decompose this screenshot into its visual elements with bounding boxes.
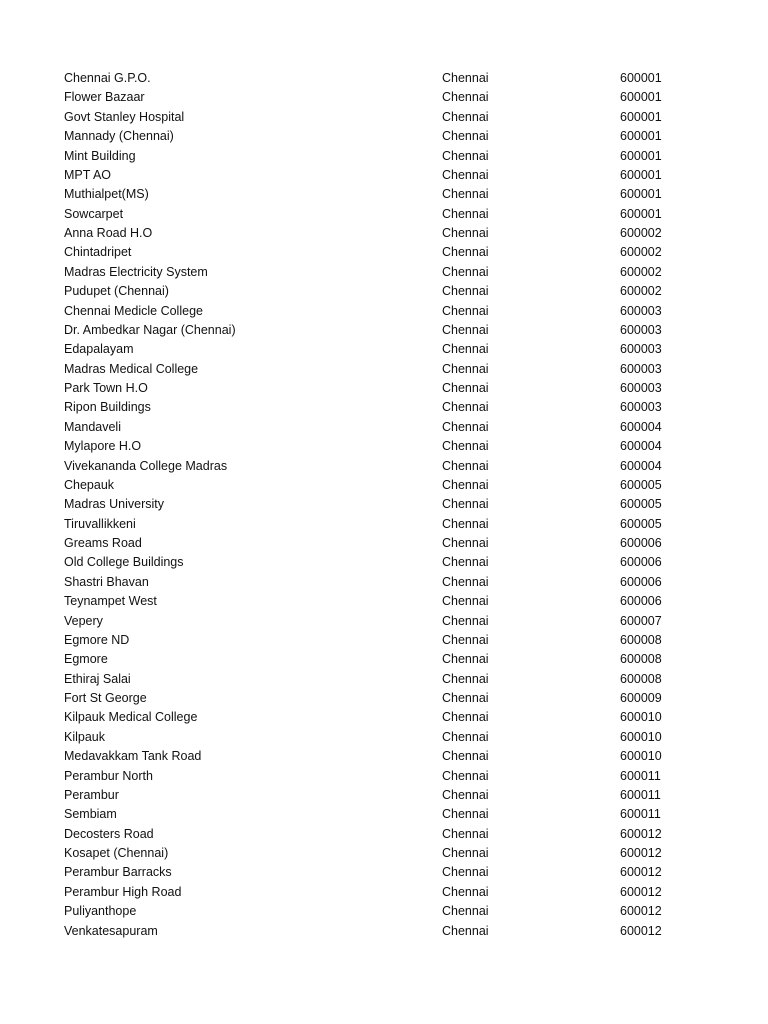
list-row xyxy=(0,340,768,359)
list-row xyxy=(0,108,768,127)
pin-code: 600007 xyxy=(620,613,662,628)
office-name: Mandaveli xyxy=(64,419,121,434)
office-name: Perambur Barracks xyxy=(64,865,172,880)
list-row xyxy=(0,786,768,805)
office-name: Anna Road H.O xyxy=(64,226,153,240)
list-row xyxy=(0,534,768,553)
pin-code: 600012 xyxy=(620,826,662,841)
city-name: Chennai xyxy=(442,536,489,550)
city-name: Chennai xyxy=(442,904,489,919)
pin-code: 600002 xyxy=(620,245,662,260)
list-row xyxy=(0,863,768,882)
office-name: Tiruvallikkeni xyxy=(64,516,136,531)
pin-code: 600006 xyxy=(620,555,662,570)
office-name: MPT AO xyxy=(64,167,112,182)
list-row xyxy=(0,592,768,611)
office-name: Fort St George xyxy=(64,691,147,705)
pin-code: 600001 xyxy=(620,109,662,124)
pin-code: 600001 xyxy=(620,206,662,221)
list-row xyxy=(0,728,768,747)
pin-code: 600003 xyxy=(620,381,662,395)
pin-code: 600001 xyxy=(620,71,662,85)
city-name: Chennai xyxy=(442,691,489,705)
office-name: Kilpauk Medical College xyxy=(64,710,198,725)
list-row xyxy=(0,282,768,301)
list-row xyxy=(0,631,768,650)
city-name: Chennai xyxy=(442,322,489,337)
pin-code: 600001 xyxy=(620,90,662,105)
city-name: Chennai xyxy=(442,846,489,860)
list-row xyxy=(0,360,768,379)
office-name: Sowcarpet xyxy=(64,206,124,221)
city-name: Chennai xyxy=(442,129,489,144)
office-name: Medavakkam Tank Road xyxy=(64,749,202,764)
city-name: Chennai xyxy=(442,632,489,647)
pin-code: 600005 xyxy=(620,477,662,492)
city-name: Chennai xyxy=(442,284,489,299)
city-name: Chennai xyxy=(442,206,489,221)
pin-code: 600006 xyxy=(620,594,662,609)
city-name: Chennai xyxy=(442,613,489,628)
city-name: Chennai xyxy=(442,381,489,395)
city-name: Chennai xyxy=(442,264,489,279)
office-name: Egmore xyxy=(64,652,108,667)
list-row xyxy=(0,166,768,185)
city-name: Chennai xyxy=(442,865,489,880)
list-row xyxy=(0,185,768,204)
office-name: Teynampet West xyxy=(64,594,157,609)
pin-code: 600012 xyxy=(620,846,662,860)
city-name: Chennai xyxy=(442,226,489,240)
list-row xyxy=(0,767,768,786)
office-name: Vivekananda College Madras xyxy=(64,458,228,473)
pin-code: 600010 xyxy=(620,710,662,725)
city-name: Chennai xyxy=(442,477,489,492)
city-name: Chennai xyxy=(442,303,489,318)
pin-code: 600010 xyxy=(620,729,662,744)
office-name: Madras University xyxy=(64,497,165,512)
office-name: Old College Buildings xyxy=(64,555,184,570)
pin-code: 600012 xyxy=(620,923,662,938)
city-name: Chennai xyxy=(442,109,489,124)
pin-code: 600008 xyxy=(620,652,662,667)
pin-code: 600004 xyxy=(620,439,662,454)
office-name: Greams Road xyxy=(64,536,142,550)
office-name: Kilpauk xyxy=(64,729,105,744)
pin-code: 600012 xyxy=(620,904,662,919)
list-row xyxy=(0,689,768,708)
pin-code: 600002 xyxy=(620,264,662,279)
city-name: Chennai xyxy=(442,555,489,570)
office-name: Venkatesapuram xyxy=(64,923,158,938)
pin-code: 600005 xyxy=(620,516,662,531)
pin-code: 600008 xyxy=(620,632,662,647)
list-row xyxy=(0,243,768,262)
office-name: Egmore ND xyxy=(64,632,130,647)
pin-code: 600001 xyxy=(620,148,662,163)
pin-code: 600011 xyxy=(620,787,661,802)
city-name: Chennai xyxy=(442,458,489,473)
office-name: Madras Medical College xyxy=(64,361,199,376)
city-name: Chennai xyxy=(442,361,489,376)
city-name: Chennai xyxy=(442,439,489,454)
pin-code: 600004 xyxy=(620,458,662,473)
office-name: Govt Stanley Hospital xyxy=(64,109,185,124)
list-row xyxy=(0,805,768,824)
list-row xyxy=(0,127,768,146)
office-name: Ethiraj Salai xyxy=(64,671,131,686)
list-row xyxy=(0,883,768,902)
city-name: Chennai xyxy=(442,516,489,531)
pin-code: 600004 xyxy=(620,419,662,434)
list-row xyxy=(0,321,768,340)
office-name: Kosapet (Chennai) xyxy=(64,846,169,860)
city-name: Chennai xyxy=(442,71,489,85)
city-name: Chennai xyxy=(442,167,489,182)
office-name: Shastri Bhavan xyxy=(64,574,149,589)
city-name: Chennai xyxy=(442,807,489,822)
pin-code: 600002 xyxy=(620,284,662,299)
list-row xyxy=(0,302,768,321)
list-row xyxy=(0,457,768,476)
list-row xyxy=(0,263,768,282)
city-name: Chennai xyxy=(442,342,489,357)
office-name: Chintadripet xyxy=(64,245,132,260)
list-row xyxy=(0,922,768,941)
city-name: Chennai xyxy=(442,729,489,744)
office-name: Sembiam xyxy=(64,807,117,822)
office-name: Mylapore H.O xyxy=(64,439,142,454)
city-name: Chennai xyxy=(442,826,489,841)
list-row xyxy=(0,708,768,727)
office-name: Chennai G.P.O. xyxy=(64,71,151,85)
city-name: Chennai xyxy=(442,574,489,589)
city-name: Chennai xyxy=(442,594,489,609)
office-name: Madras Electricity System xyxy=(64,264,208,279)
pin-code: 600008 xyxy=(620,671,662,686)
pin-code: 600011 xyxy=(620,768,661,783)
office-name: Chepauk xyxy=(64,477,115,492)
pin-code: 600003 xyxy=(620,303,662,318)
city-name: Chennai xyxy=(442,497,489,512)
pin-code: 600001 xyxy=(620,129,662,144)
office-name: Edapalayam xyxy=(64,342,134,357)
city-name: Chennai xyxy=(442,671,489,686)
city-name: Chennai xyxy=(442,419,489,434)
list-row xyxy=(0,553,768,572)
post-office-list xyxy=(0,69,768,941)
office-name: Mint Building xyxy=(64,148,136,163)
list-row xyxy=(0,495,768,514)
list-row xyxy=(0,205,768,224)
list-row xyxy=(0,650,768,669)
pin-code: 600012 xyxy=(620,884,662,899)
pin-code: 600006 xyxy=(620,536,662,550)
list-row xyxy=(0,476,768,495)
office-name: Muthialpet(MS) xyxy=(64,187,149,202)
list-row xyxy=(0,69,768,88)
office-name: Decosters Road xyxy=(64,826,154,841)
list-row xyxy=(0,88,768,107)
office-name: Park Town H.O xyxy=(64,381,148,395)
list-row xyxy=(0,418,768,437)
office-name: Puliyanthope xyxy=(64,904,137,919)
list-row xyxy=(0,902,768,921)
city-name: Chennai xyxy=(442,923,489,938)
pin-code: 600003 xyxy=(620,322,662,337)
pin-code: 600003 xyxy=(620,400,662,415)
pin-code: 600001 xyxy=(620,167,662,182)
city-name: Chennai xyxy=(442,768,489,783)
list-row xyxy=(0,515,768,534)
city-name: Chennai xyxy=(442,187,489,202)
city-name: Chennai xyxy=(442,245,489,260)
list-row xyxy=(0,612,768,631)
list-row xyxy=(0,844,768,863)
office-name: Ripon Buildings xyxy=(64,400,151,415)
list-row xyxy=(0,670,768,689)
list-row xyxy=(0,747,768,766)
city-name: Chennai xyxy=(442,148,489,163)
pin-code: 600006 xyxy=(620,574,662,589)
list-row xyxy=(0,573,768,592)
pin-code: 600011 xyxy=(620,807,661,822)
pin-code: 600009 xyxy=(620,691,662,705)
list-row xyxy=(0,379,768,398)
pin-code: 600010 xyxy=(620,749,662,764)
city-name: Chennai xyxy=(442,749,489,764)
office-name: Pudupet (Chennai) xyxy=(64,284,169,299)
pin-code: 600001 xyxy=(620,187,662,202)
office-name: Vepery xyxy=(64,613,103,628)
office-name: Chennai Medicle College xyxy=(64,303,203,318)
pin-code: 600003 xyxy=(620,342,662,357)
list-row xyxy=(0,224,768,243)
list-row xyxy=(0,825,768,844)
list-row xyxy=(0,147,768,166)
city-name: Chennai xyxy=(442,400,489,415)
office-name: Perambur High Road xyxy=(64,884,182,899)
pin-code: 600002 xyxy=(620,226,662,240)
office-name: Perambur North xyxy=(64,768,153,783)
office-name: Dr. Ambedkar Nagar (Chennai) xyxy=(64,322,236,337)
pin-code: 600003 xyxy=(620,361,662,376)
city-name: Chennai xyxy=(442,710,489,725)
city-name: Chennai xyxy=(442,787,489,802)
city-name: Chennai xyxy=(442,90,489,105)
city-name: Chennai xyxy=(442,652,489,667)
list-row xyxy=(0,398,768,417)
city-name: Chennai xyxy=(442,884,489,899)
office-name: Perambur xyxy=(64,787,119,802)
pin-code: 600005 xyxy=(620,497,662,512)
list-row xyxy=(0,437,768,456)
office-name: Mannady (Chennai) xyxy=(64,129,174,144)
pin-code: 600012 xyxy=(620,865,662,880)
office-name: Flower Bazaar xyxy=(64,90,145,105)
